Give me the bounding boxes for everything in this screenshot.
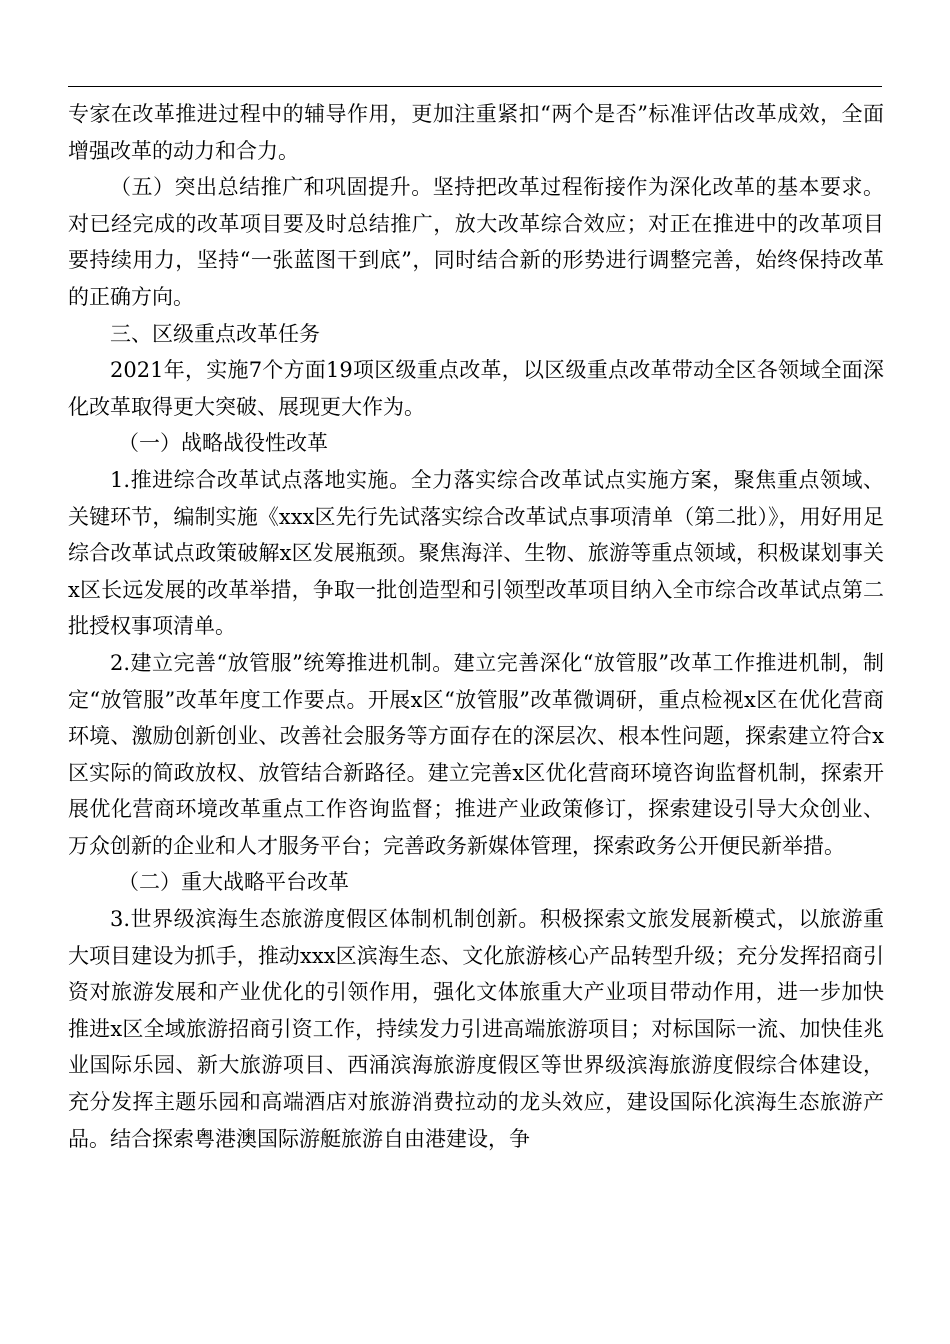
heading-district-reform-tasks: 三、区级重点改革任务 bbox=[110, 321, 320, 346]
paragraph-section-five: （五）突出总结推广和巩固提升。坚持把改革过程衔接作为深化改革的基本要求。对已经完成的改革项目要及时总结推广，放大改革综合效应；对正在推进中的改革项目要持续用力，坚持“一张蓝图干到底”，同时结合新的形势进行调整完善，始终保持改革的正确方向。 bbox=[68, 175, 884, 309]
heading-strategic-reform: （一）战略战役性改革 bbox=[118, 431, 328, 456]
paragraph-item-1: 1.推进综合改革试点落地实施。全力落实综合改革试点实施方案，聚焦重点领域、关键环节，编制实施《xxx区先行先试落实综合改革试点事项清单（第二批）》，用好用足综合改革试点政策破解x区发展瓶颈。聚焦海洋、生物、旅游等重点领域，积极谋划事关x区长远发展的改革举措，争取一批创造型和引领型改革项目纳入全市综合改革试点第二批授权事项清单。 bbox=[68, 467, 884, 639]
paragraph-item-2: 2.建立完善“放管服”统筹推进机制。建立完善深化“放管服”改革工作推进机制，制定“放管服”改革年度工作要点。开展x区“放管服”改革微调研，重点检视x区在优化营商环境、激励创新创业、改善社会服务等方面存在的深层次、根本性问题，探索建立符合x区实际的简政放权、放管结合新路径。建立完善x区优化营商环境咨询监督机制，探索开展优化营商环境改革重点工作咨询监督；推进产业政策修订，探索建设引导大众创业、万众创新的企业和人才服务平台；完善政务新媒体管理，探索政务公开便民新举措。 bbox=[68, 650, 884, 858]
heading-platform-reform: （二）重大战略平台改革 bbox=[118, 870, 349, 895]
paragraph-2021-overview: 2021年，实施7个方面19项区级重点改革，以区级重点改革带动全区各领域全面深化改革取得更大突破、展现更大作为。 bbox=[68, 358, 884, 419]
document-body bbox=[68, 96, 884, 1157]
paragraph-continuation: 专家在改革推进过程中的辅导作用，更加注重紧扣“两个是否”标准评估改革成效，全面增强改革的动力和合力。 bbox=[68, 102, 884, 163]
paragraph-item-3: 3.世界级滨海生态旅游度假区体制机制创新。积极探索文旅发展新模式，以旅游重大项目建设为抓手，推动xxx区滨海生态、文化旅游核心产品转型升级；充分发挥招商引资对旅游发展和产业优化的引领作用，强化文体旅重大产业项目带动作用，进一步加快推进x区全域旅游招商引资工作，持续发力引进高端旅游项目；对标国际一流、加快佳兆业国际乐园、新大旅游项目、西涌滨海旅游度假区等世界级滨海旅游度假综合体建设，充分发挥主题乐园和高端酒店对旅游消费拉动的龙头效应，建设国际化滨海生态旅游产品。结合探索粤港澳国际游艇旅游自由港建设，争 bbox=[68, 907, 884, 1151]
header-rule bbox=[68, 86, 882, 87]
